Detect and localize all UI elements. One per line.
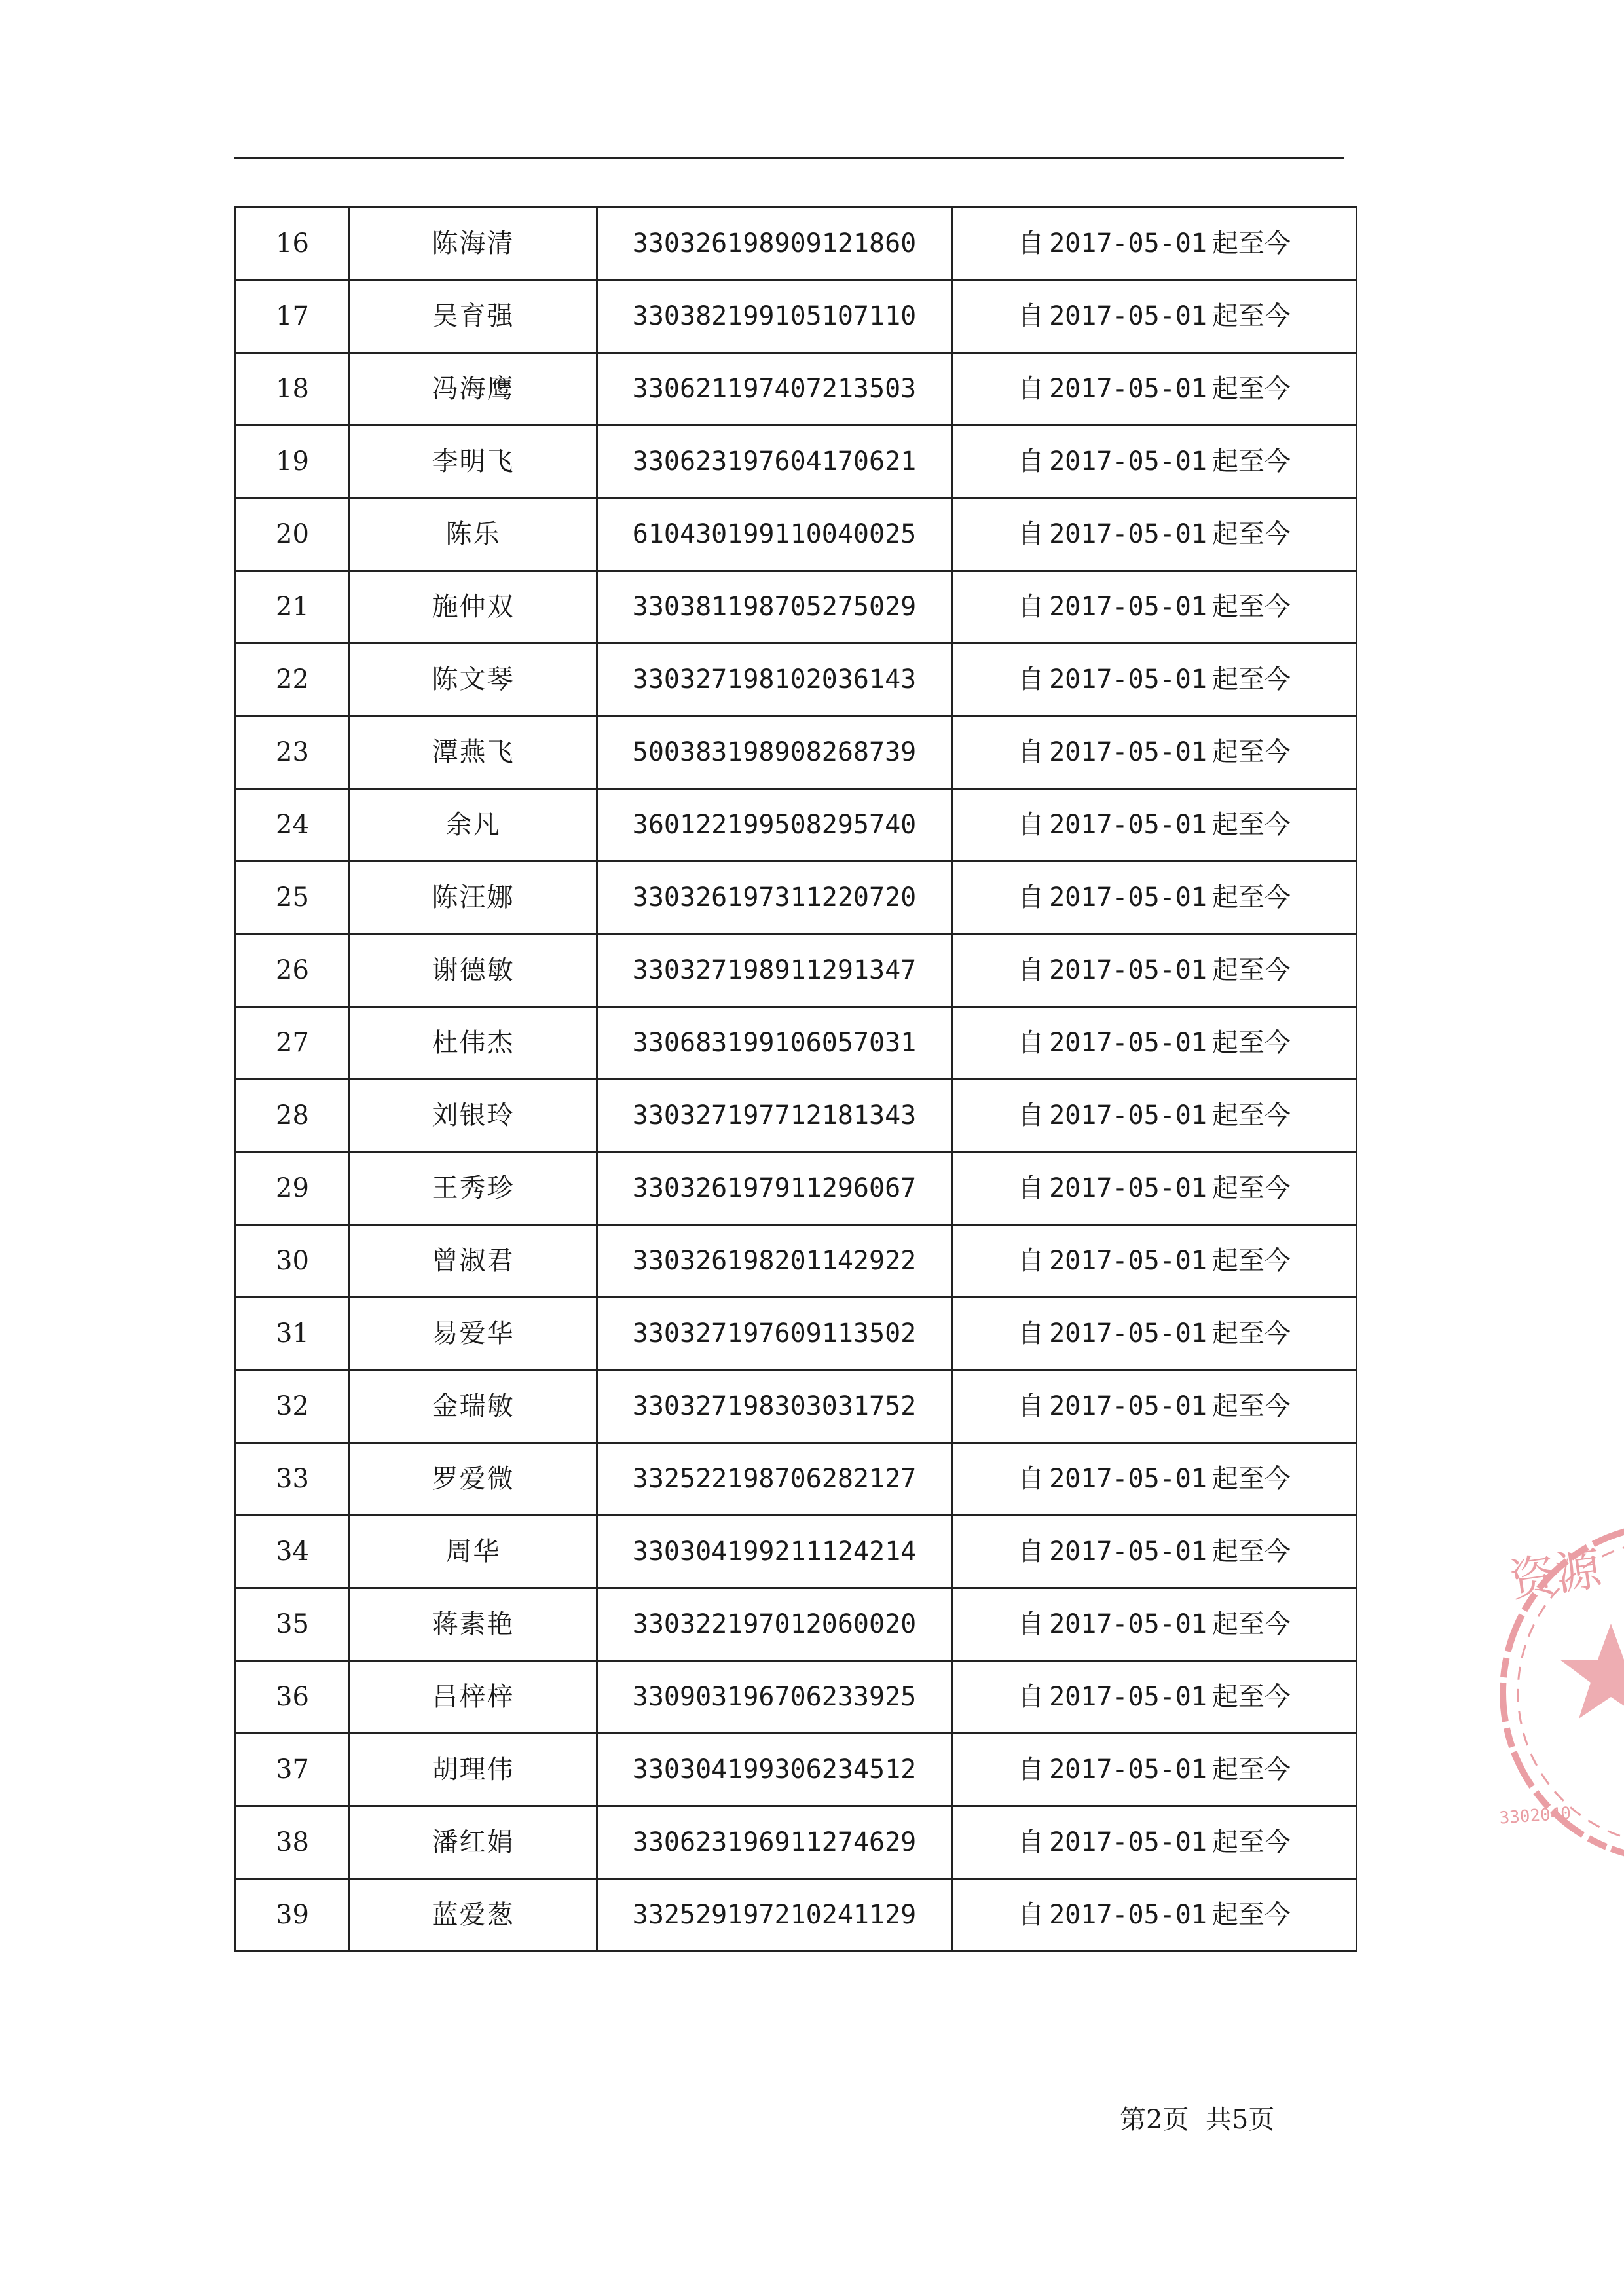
employment-period (952, 208, 1357, 280)
period-prefix: 自 (1018, 665, 1044, 695)
table-row (236, 1879, 1357, 1952)
period-start-date: 2017-05-01 (1049, 883, 1207, 913)
row-number: 32 (236, 1370, 350, 1443)
person-name: 谢德敏 (350, 934, 597, 1007)
employment-period (952, 716, 1357, 789)
id-number: 330381198705275029 (597, 571, 952, 644)
id-number: 330683199106057031 (597, 1007, 952, 1080)
period-suffix: 起至今 (1211, 1537, 1291, 1567)
employment-period (952, 1516, 1357, 1588)
period-start-date: 2017-05-01 (1049, 737, 1207, 767)
table-row (236, 1007, 1357, 1080)
id-number: 330327198303031752 (597, 1370, 952, 1443)
period-start-date: 2017-05-01 (1049, 228, 1207, 259)
seal-star-icon (1560, 1624, 1624, 1719)
table-row (236, 1661, 1357, 1734)
table-row (236, 353, 1357, 426)
period-suffix: 起至今 (1211, 1827, 1291, 1857)
employment-period (952, 280, 1357, 353)
period-start-date: 2017-05-01 (1049, 1173, 1207, 1203)
person-name: 陈乐 (350, 498, 597, 571)
period-suffix: 起至今 (1211, 1391, 1291, 1421)
row-number: 37 (236, 1734, 350, 1806)
person-name: 易爱华 (350, 1298, 597, 1370)
period-start-date: 2017-05-01 (1049, 1101, 1207, 1131)
person-name: 蓝爱葱 (350, 1879, 597, 1952)
person-name: 蒋素艳 (350, 1588, 597, 1661)
header-rule (234, 157, 1344, 159)
row-number: 35 (236, 1588, 350, 1661)
row-number: 39 (236, 1879, 350, 1952)
table-row (236, 1588, 1357, 1661)
row-number: 28 (236, 1080, 350, 1152)
page-number (1120, 2099, 1274, 2136)
person-name: 冯海鹰 (350, 353, 597, 426)
row-number: 22 (236, 644, 350, 716)
employment-period (952, 862, 1357, 934)
row-number: 36 (236, 1661, 350, 1734)
period-start-date: 2017-05-01 (1049, 810, 1207, 840)
seal-graphic (1486, 1512, 1624, 1879)
period-prefix: 自 (1018, 1319, 1044, 1349)
period-prefix: 自 (1018, 1101, 1044, 1131)
id-number: 360122199508295740 (597, 789, 952, 862)
person-name: 潘红娟 (350, 1806, 597, 1879)
period-start-date: 2017-05-01 (1049, 592, 1207, 622)
period-suffix: 起至今 (1211, 1755, 1291, 1785)
period-suffix: 起至今 (1211, 1028, 1291, 1058)
period-suffix: 起至今 (1211, 1101, 1291, 1131)
page-number-text: 第2页 共5页 (1120, 2105, 1275, 2135)
id-number: 330382199105107110 (597, 280, 952, 353)
row-number: 27 (236, 1007, 350, 1080)
period-start-date: 2017-05-01 (1049, 301, 1207, 331)
employment-period (952, 571, 1357, 644)
row-number: 30 (236, 1225, 350, 1298)
period-prefix: 自 (1018, 446, 1044, 477)
person-name: 胡理伟 (350, 1734, 597, 1806)
period-prefix: 自 (1018, 1246, 1044, 1276)
employment-period (952, 934, 1357, 1007)
row-number: 24 (236, 789, 350, 862)
table-row (236, 1080, 1357, 1152)
period-prefix: 自 (1018, 1755, 1044, 1785)
person-name: 杜伟杰 (350, 1007, 597, 1080)
employment-period (952, 426, 1357, 498)
row-number: 26 (236, 934, 350, 1007)
period-prefix: 自 (1018, 301, 1044, 331)
table-row (236, 1225, 1357, 1298)
period-suffix: 起至今 (1211, 1900, 1291, 1930)
period-start-date: 2017-05-01 (1049, 1900, 1207, 1930)
period-prefix: 自 (1018, 1682, 1044, 1712)
period-suffix: 起至今 (1211, 228, 1291, 259)
employment-period (952, 498, 1357, 571)
seal-text: 资源 (1506, 1541, 1605, 1608)
person-name: 金瑞敏 (350, 1370, 597, 1443)
row-number: 23 (236, 716, 350, 789)
employment-period (952, 789, 1357, 862)
period-start-date: 2017-05-01 (1049, 1319, 1207, 1349)
person-name: 陈文琴 (350, 644, 597, 716)
row-number: 34 (236, 1516, 350, 1588)
id-number: 330623196911274629 (597, 1806, 952, 1879)
table-row (236, 862, 1357, 934)
employment-period (952, 1225, 1357, 1298)
period-prefix: 自 (1018, 1900, 1044, 1930)
employment-period (952, 1443, 1357, 1516)
period-prefix: 自 (1018, 1609, 1044, 1639)
period-suffix: 起至今 (1211, 301, 1291, 331)
period-start-date: 2017-05-01 (1049, 1391, 1207, 1421)
period-start-date: 2017-05-01 (1049, 1827, 1207, 1857)
employment-period (952, 1588, 1357, 1661)
period-prefix: 自 (1018, 1537, 1044, 1567)
id-number: 330326198909121860 (597, 208, 952, 280)
person-name: 周华 (350, 1516, 597, 1588)
table-row (236, 1298, 1357, 1370)
employment-period (952, 1879, 1357, 1952)
employment-period (952, 1080, 1357, 1152)
period-suffix: 起至今 (1211, 1173, 1291, 1203)
employment-period (952, 1661, 1357, 1734)
id-number: 330326198201142922 (597, 1225, 952, 1298)
row-number: 21 (236, 571, 350, 644)
table-row (236, 1516, 1357, 1588)
id-number: 330327198102036143 (597, 644, 952, 716)
person-name: 曾淑君 (350, 1225, 597, 1298)
table-row (236, 789, 1357, 862)
person-name: 潭燕飞 (350, 716, 597, 789)
period-suffix: 起至今 (1211, 374, 1291, 404)
row-number: 25 (236, 862, 350, 934)
id-number: 500383198908268739 (597, 716, 952, 789)
employment-period (952, 353, 1357, 426)
id-number: 330623197604170621 (597, 426, 952, 498)
row-number: 20 (236, 498, 350, 571)
period-start-date: 2017-05-01 (1049, 665, 1207, 695)
person-name: 王秀珍 (350, 1152, 597, 1225)
period-start-date: 2017-05-01 (1049, 1609, 1207, 1639)
period-prefix: 自 (1018, 1827, 1044, 1857)
employment-period (952, 1152, 1357, 1225)
person-name: 余凡 (350, 789, 597, 862)
employment-period (952, 1734, 1357, 1806)
period-prefix: 自 (1018, 883, 1044, 913)
id-number: 330327197712181343 (597, 1080, 952, 1152)
id-number: 330304199211124214 (597, 1516, 952, 1588)
table-row (236, 571, 1357, 644)
table-row (236, 1806, 1357, 1879)
employment-period (952, 1370, 1357, 1443)
period-suffix: 起至今 (1211, 665, 1291, 695)
person-name: 施仲双 (350, 571, 597, 644)
id-number: 330326197311220720 (597, 862, 952, 934)
period-start-date: 2017-05-01 (1049, 374, 1207, 404)
table-row (236, 934, 1357, 1007)
id-number: 332529197210241129 (597, 1879, 952, 1952)
period-prefix: 自 (1018, 1028, 1044, 1058)
table-row (236, 498, 1357, 571)
row-number: 29 (236, 1152, 350, 1225)
employment-period (952, 1806, 1357, 1879)
period-prefix: 自 (1018, 1464, 1044, 1494)
seal-number: 3302040 (1498, 1803, 1572, 1829)
table-row (236, 1152, 1357, 1225)
period-start-date: 2017-05-01 (1049, 1464, 1207, 1494)
id-number: 332522198706282127 (597, 1443, 952, 1516)
employment-period (952, 644, 1357, 716)
period-prefix: 自 (1018, 737, 1044, 767)
period-start-date: 2017-05-01 (1049, 1246, 1207, 1276)
period-start-date: 2017-05-01 (1049, 1755, 1207, 1785)
person-name: 陈海清 (350, 208, 597, 280)
period-start-date: 2017-05-01 (1049, 1537, 1207, 1567)
period-prefix: 自 (1018, 228, 1044, 259)
table-row (236, 1443, 1357, 1516)
table-row (236, 1734, 1357, 1806)
person-name: 陈汪娜 (350, 862, 597, 934)
id-number: 330326197911296067 (597, 1152, 952, 1225)
personnel-table (234, 206, 1357, 1952)
period-suffix: 起至今 (1211, 1319, 1291, 1349)
period-prefix: 自 (1018, 592, 1044, 622)
table-row (236, 280, 1357, 353)
period-suffix: 起至今 (1211, 1682, 1291, 1712)
period-suffix: 起至今 (1211, 446, 1291, 477)
id-number: 330304199306234512 (597, 1734, 952, 1806)
period-prefix: 自 (1018, 1173, 1044, 1203)
id-number: 330327197609113502 (597, 1298, 952, 1370)
person-name: 李明飞 (350, 426, 597, 498)
period-start-date: 2017-05-01 (1049, 519, 1207, 549)
table-row (236, 426, 1357, 498)
period-suffix: 起至今 (1211, 519, 1291, 549)
table-row (236, 644, 1357, 716)
period-suffix: 起至今 (1211, 955, 1291, 985)
employment-period (952, 1298, 1357, 1370)
period-suffix: 起至今 (1211, 592, 1291, 622)
period-prefix: 自 (1018, 955, 1044, 985)
id-number: 330621197407213503 (597, 353, 952, 426)
person-name: 吴育强 (350, 280, 597, 353)
period-suffix: 起至今 (1211, 1609, 1291, 1639)
table-row (236, 1370, 1357, 1443)
period-start-date: 2017-05-01 (1049, 1028, 1207, 1058)
official-seal-stamp (1486, 1512, 1624, 1879)
period-start-date: 2017-05-01 (1049, 955, 1207, 985)
period-prefix: 自 (1018, 810, 1044, 840)
period-start-date: 2017-05-01 (1049, 1682, 1207, 1712)
personnel-table-body (236, 208, 1357, 1952)
period-suffix: 起至今 (1211, 1246, 1291, 1276)
table-row (236, 716, 1357, 789)
row-number: 17 (236, 280, 350, 353)
id-number: 330322197012060020 (597, 1588, 952, 1661)
employment-period (952, 1007, 1357, 1080)
row-number: 33 (236, 1443, 350, 1516)
period-prefix: 自 (1018, 519, 1044, 549)
table-row (236, 208, 1357, 280)
id-number: 330327198911291347 (597, 934, 952, 1007)
period-prefix: 自 (1018, 1391, 1044, 1421)
id-number: 330903196706233925 (597, 1661, 952, 1734)
period-start-date: 2017-05-01 (1049, 446, 1207, 477)
person-name: 吕梓梓 (350, 1661, 597, 1734)
row-number: 18 (236, 353, 350, 426)
period-prefix: 自 (1018, 374, 1044, 404)
period-suffix: 起至今 (1211, 883, 1291, 913)
period-suffix: 起至今 (1211, 737, 1291, 767)
period-suffix: 起至今 (1211, 810, 1291, 840)
row-number: 38 (236, 1806, 350, 1879)
row-number: 31 (236, 1298, 350, 1370)
id-number: 610430199110040025 (597, 498, 952, 571)
person-name: 刘银玲 (350, 1080, 597, 1152)
row-number: 19 (236, 426, 350, 498)
person-name: 罗爱微 (350, 1443, 597, 1516)
row-number: 16 (236, 208, 350, 280)
period-suffix: 起至今 (1211, 1464, 1291, 1494)
